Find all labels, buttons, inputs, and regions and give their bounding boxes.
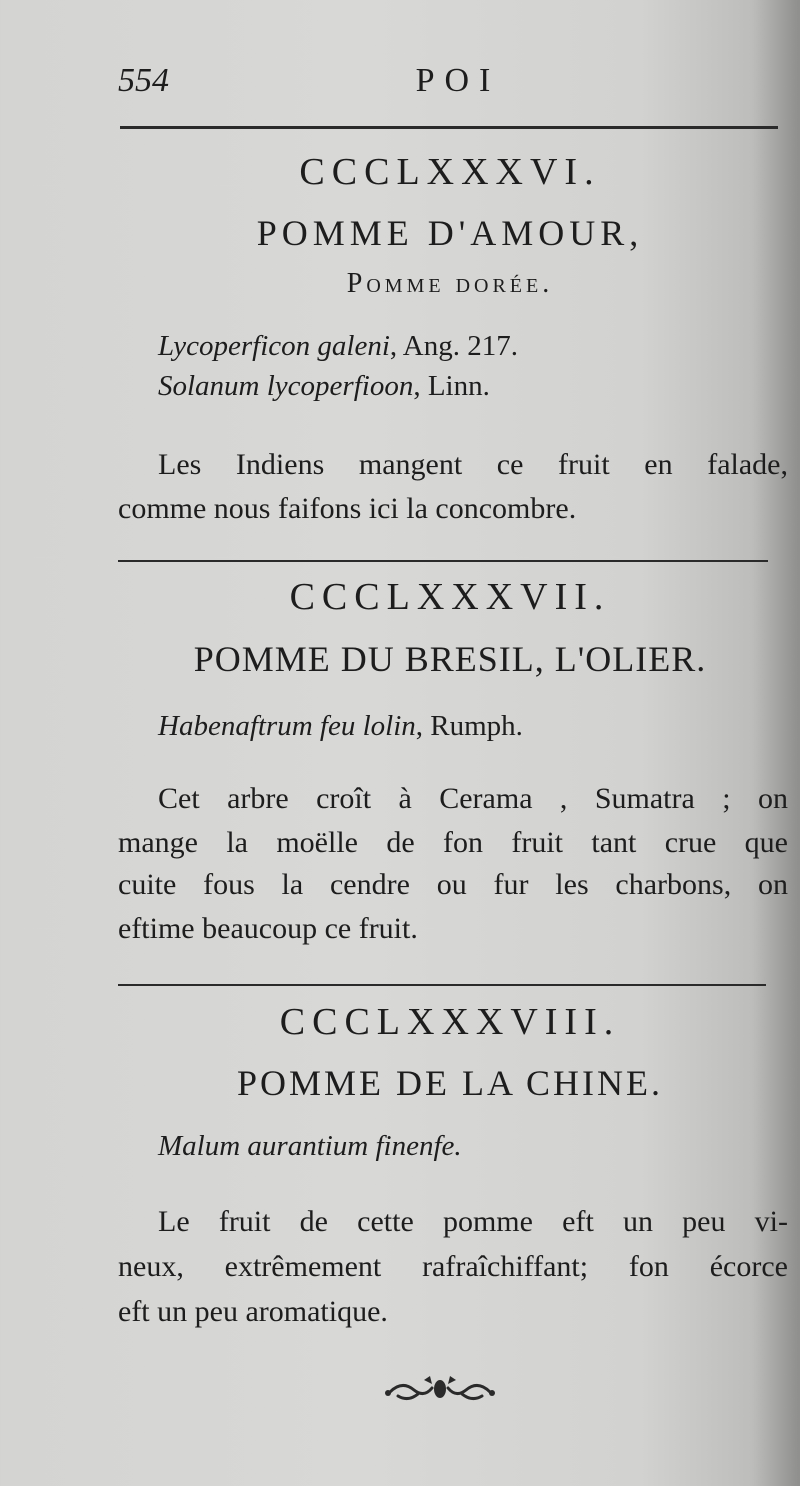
latin-name: Habenaftrum feu lolin [158, 710, 416, 742]
entry-numeral: CCCLXXXVII. [289, 576, 611, 618]
body-text-line: Cet arbre croît à Cerama , Sumatra ; on [158, 782, 788, 815]
running-head: POI [415, 62, 501, 99]
entry-numeral: CCCLXXXVI. [299, 151, 601, 193]
entry-title: POMME DU BRESIL, L'OLIER. [193, 639, 707, 679]
entry-title: POMME D'AMOUR, [256, 213, 644, 253]
section-divider [118, 560, 768, 562]
reference: , Rumph. [415, 710, 523, 742]
reference: , Linn. [413, 370, 490, 402]
body-text-line: Les Indiens mangent ce fruit en falade, [158, 448, 788, 481]
body-text-line: mange la moëlle de fon fruit tant crue que [118, 826, 788, 859]
entry-numeral: CCCLXXXVIII. [279, 1001, 621, 1043]
synonym-line [158, 1130, 800, 1163]
body-text-line: cuite fous la cendre ou fur les charbons, on [118, 868, 788, 901]
body-text-line: neux, extrêmement rafraîchiffant; fon écorce [118, 1250, 788, 1283]
body-text-line: comme nous faifons ici la concombre. [118, 492, 577, 525]
entry-title: POMME DE LA CHINE. [236, 1063, 663, 1103]
reference: , Ang. 217. [389, 330, 518, 362]
page-header [118, 62, 778, 112]
section-divider [118, 984, 766, 986]
body-text-line: eftime beaucoup ce fruit. [118, 912, 418, 945]
header-rule [120, 126, 778, 129]
floral-fleuron-icon [380, 1372, 500, 1408]
body-text-line: eft un peu aromatique. [118, 1295, 388, 1328]
body-text-line: Le fruit de cette pomme eft un peu vi- [158, 1205, 788, 1238]
latin-name: Solanum lycoperfioon [158, 370, 414, 402]
synonym-line [158, 330, 800, 363]
entry-subtitle: Pomme dorée. [346, 268, 554, 299]
synonym-line [158, 710, 800, 743]
synonym-line [158, 370, 800, 403]
latin-name: Lycoperficon galeni [158, 330, 390, 362]
page-number: 554 [118, 62, 169, 99]
latin-name: Malum aurantium finenfe. [158, 1130, 462, 1162]
